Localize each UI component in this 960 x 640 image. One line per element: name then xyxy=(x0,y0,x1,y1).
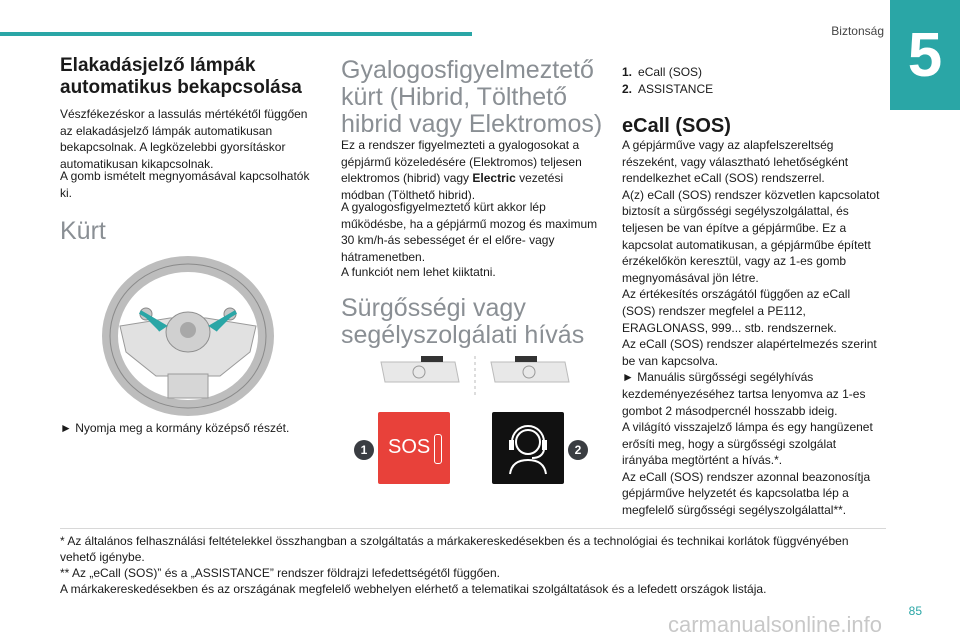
sos-indicator-icon xyxy=(434,434,442,464)
assistance-headset-icon xyxy=(492,412,564,484)
list-item: 2. ASSISTANCE xyxy=(622,82,714,96)
section-title: Biztonság xyxy=(831,24,884,38)
pedestrian-text-3: A funkciót nem lehet kiiktatni. xyxy=(341,265,496,279)
steering-wheel-illustration xyxy=(100,256,276,416)
ecall-paragraph: Az eCall (SOS) rendszer azonnal beazonosítja gépjárműve helyzetét és kapcsolatba lép a megfelelő sürgősségi segélyszolgálattal**. xyxy=(622,469,871,518)
ecall-paragraph: ► Manuális sürgősségi segélyhívás kezdeményezéséhez tartsa lenyomva az 1-es gombot 2 másodpercnél hosszabb ideig. xyxy=(622,370,866,418)
heading-emergency-call: Sürgősségi vagy segélyszolgálati hívás xyxy=(341,294,585,349)
hazard-text: Vészfékezéskor a lassulás mértékétől függően az elakadásjelző lámpák automatikusan bekapcsolnak. A legközelebbi gyorsításkor automatikusan kikapcsolnak. xyxy=(60,107,308,171)
pedestrian-text-1: Ez a rendszer figyelmezteti a gyalogosokat a gépjármű közeledésére (Elektromos) teljesen elektromos (hibrid) vagy Electric vezetési módban (Tölthető hibrid). xyxy=(341,138,582,202)
ecall-paragraph: Az értékesítés országától függően az eCall (SOS) rendszer megfelel a PE112, ERAGLONASS, 999... stb. rendszernek. xyxy=(622,287,851,335)
ecall-paragraph: Az eCall (SOS) rendszer alapértelmezés szerint be van kapcsolva. xyxy=(622,337,877,368)
footnote: A márkakereskedésekben és az országának megfelelő webhelyen elérhető a telematikai szolgáltatások és a lefedett országok listája. xyxy=(60,582,767,596)
chapter-number: 5 xyxy=(890,0,960,110)
sos-button[interactable] xyxy=(378,412,450,484)
badge-1: 1 xyxy=(354,440,374,460)
badge-2: 2 xyxy=(568,440,588,460)
horn-instruction: ► Nyomja meg a kormány középső részét. xyxy=(60,421,290,435)
heading-hazard: Elakadásjelző lámpák automatikus bekapcsolása xyxy=(60,55,302,98)
footnote: * Az általános felhasználási feltételekkel összhangban a szolgáltatás a márkakereskedésekben és a technológiai és technikai korlátok függvényében vehető igénybe. xyxy=(60,534,849,564)
sos-label: SOS xyxy=(388,436,431,458)
ecall-paragraph: A világító visszajelző lámpa és egy hangüzenet erősíti meg, hogy a sürgősségi szolgálat irányába megtörtént a hívás.*. xyxy=(622,420,873,468)
pedestrian-text-2: A gyalogosfigyelmeztető kürt akkor lép működésbe, ha a gépjármű mozog és maximum 30 km/h-ás sebességet ér el előre- vagy hátramenetben. xyxy=(341,200,598,264)
watermark: carmanualsonline.info xyxy=(668,612,883,637)
top-accent-bar xyxy=(0,32,472,36)
mirror-illustration xyxy=(375,352,575,396)
footnotes xyxy=(60,528,886,597)
list-item: 1. eCall (SOS) xyxy=(622,65,703,79)
ecall-body xyxy=(622,137,884,519)
heading-pedestrian-horn: Gyalogosfigyelmeztető kürt (Hibrid, Tölthető hibrid vagy Elektromos) xyxy=(341,56,603,138)
ecall-paragraph: A gépjárműve vagy az alapfelszereltség részeként, vagy választható lehetőségként rendelkezhet eCall (SOS) rendszerrel. xyxy=(622,138,849,186)
ecall-paragraph: A(z) eCall (SOS) rendszer közvetlen kapcsolatot biztosít a sürgősségi segélyszolgálattal, és teljesen be van építve a gépjárműbe. Ez a kapcsolat automatikusan, a gépjárműbe épített érzékelőkön keresztül, vagy az 1-es gomb megnyomásával jön létre. xyxy=(622,187,880,285)
assistance-button[interactable] xyxy=(492,412,564,484)
page-number: 85 xyxy=(908,604,922,618)
footnote: ** Az „eCall (SOS)” és a „ASSISTANCE” rendszer földrajzi lefedettségétől függően. xyxy=(60,566,500,580)
heading-ecall: eCall (SOS) xyxy=(622,115,731,137)
heading-horn: Kürt xyxy=(60,217,106,245)
hazard-text-2: A gomb ismételt megnyomásával kapcsolhatók ki. xyxy=(60,169,310,200)
